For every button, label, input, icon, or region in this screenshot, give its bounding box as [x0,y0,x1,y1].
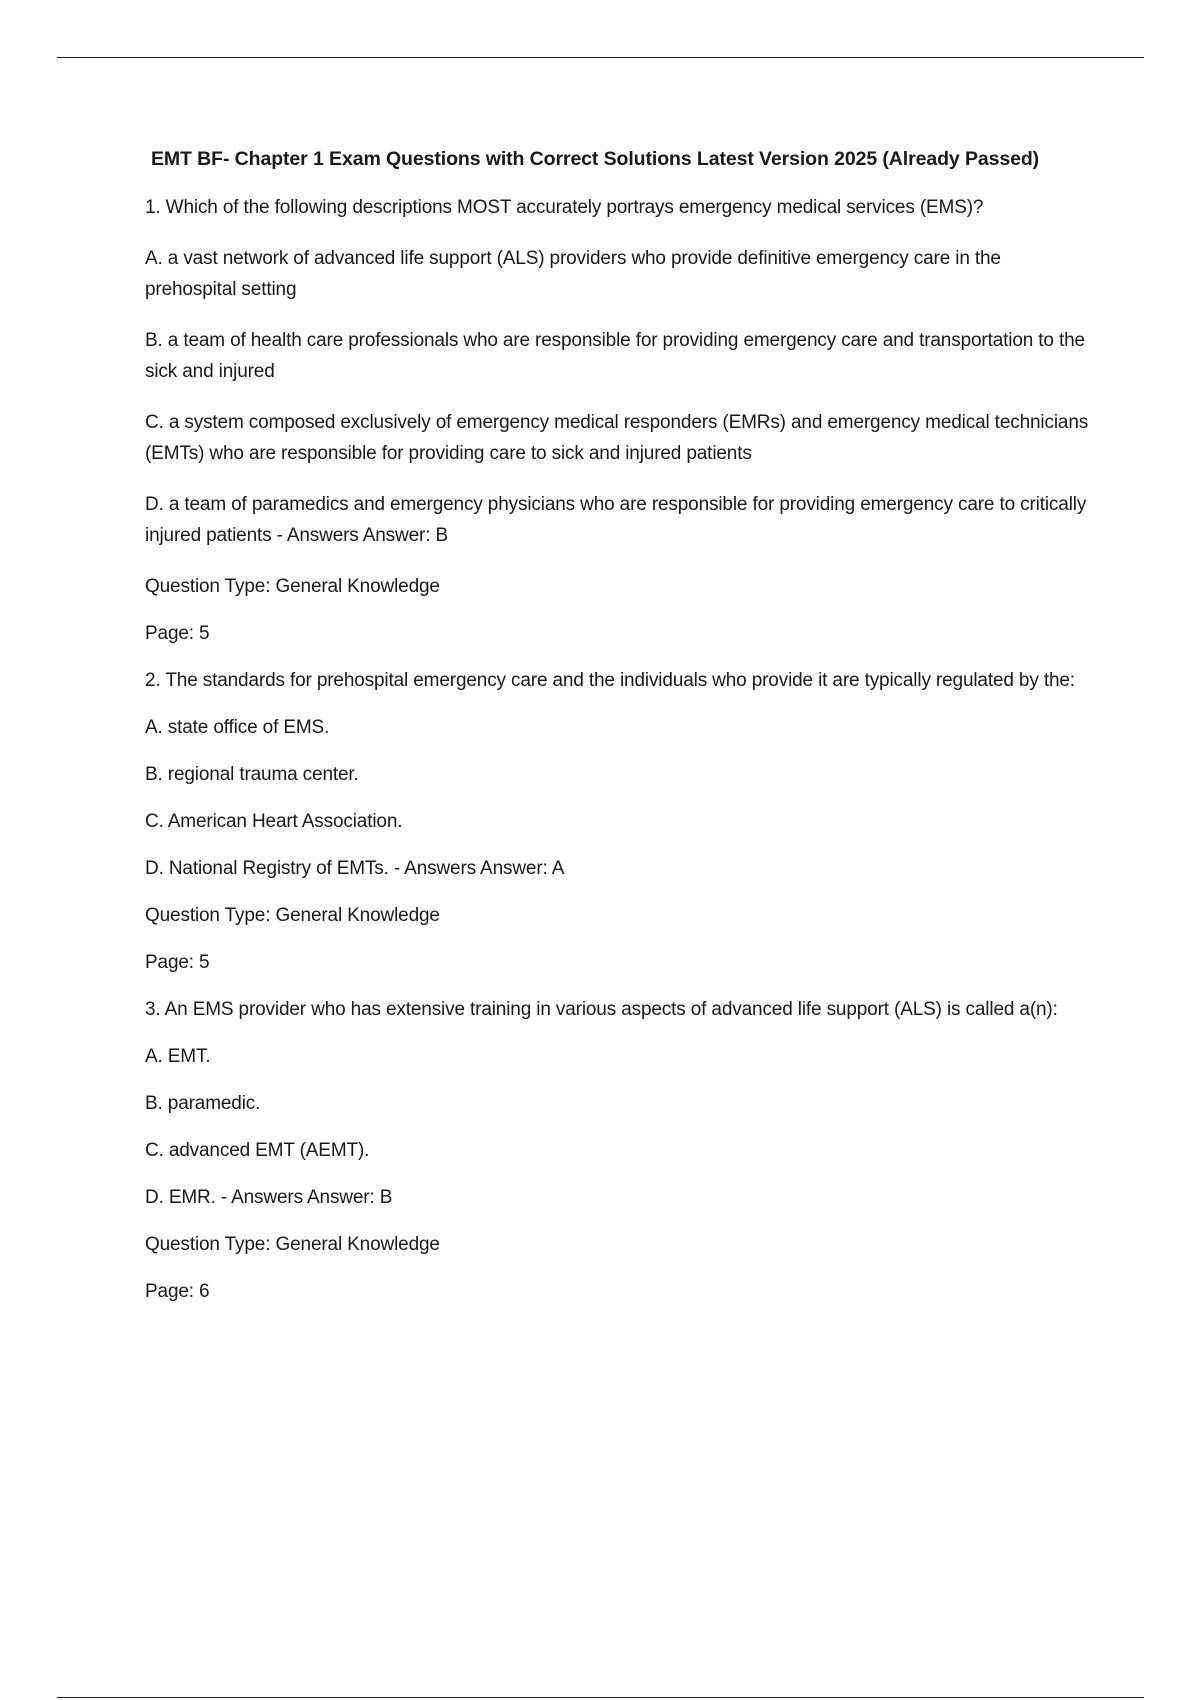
question-block-1 [145,192,1095,649]
document-body [145,142,1095,1307]
answer-option: A. state office of EMS. [145,717,330,738]
answer-option: A. a vast network of advanced life support (ALS) providers who provide definitive emergency care in the prehospital setting [145,248,1001,300]
question-type: Question Type: General Knowledge [145,905,440,926]
footer-rule [57,1697,1144,1698]
question-block-3 [145,994,1095,1307]
answer-option: C. American Heart Association. [145,811,403,832]
answer-option: A. EMT. [145,1046,211,1067]
answer-option: D. National Registry of EMTs. - Answers Answer: A [145,858,565,879]
question-block-2 [145,665,1095,978]
answer-option: C. a system composed exclusively of emergency medical responders (EMRs) and emergency medical technicians (EMTs) who are responsible for providing care to sick and injured patients [145,412,1089,464]
answer-option: C. advanced EMT (AEMT). [145,1140,370,1161]
question-type: Question Type: General Knowledge [145,1234,440,1255]
question-text: 1. Which of the following descriptions MOST accurately portrays emergency medical services (EMS)? [145,197,984,218]
answer-option: B. regional trauma center. [145,764,359,785]
question-page: Page: 6 [145,1281,210,1302]
answer-option: D. a team of paramedics and emergency physicians who are responsible for providing emergency care to critically injured patients - Answers Answer: B [145,494,1087,546]
answer-option: D. EMR. - Answers Answer: B [145,1187,393,1208]
answer-option: B. paramedic. [145,1093,261,1114]
header-rule [57,57,1144,58]
document-title: EMT BF- Chapter 1 Exam Questions with Correct Solutions Latest Version 2025 (Already Passed) [151,148,1040,170]
question-page: Page: 5 [145,952,210,973]
question-text: 2. The standards for prehospital emergency care and the individuals who provide it are typically regulated by the: [145,670,1075,691]
question-page: Page: 5 [145,623,210,644]
question-type: Question Type: General Knowledge [145,576,440,597]
question-text: 3. An EMS provider who has extensive training in various aspects of advanced life support (ALS) is called a(n): [145,999,1058,1020]
answer-option: B. a team of health care professionals who are responsible for providing emergency care and transportation to the sick and injured [145,330,1085,382]
